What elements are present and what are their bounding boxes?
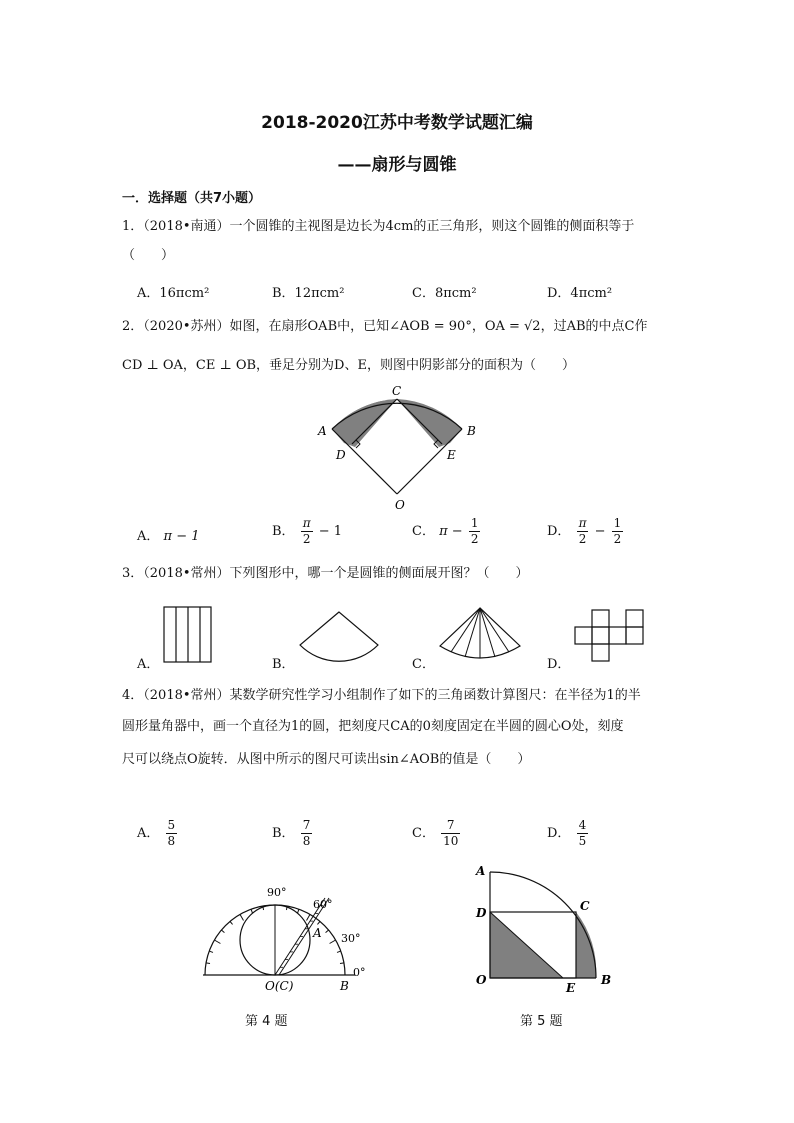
q4-label-60: 60° [313, 898, 333, 911]
q5-label-d: D [476, 906, 487, 920]
protractor-tick [209, 951, 213, 952]
q1-option-c[interactable]: C．8πcm² [412, 286, 477, 301]
q3-option-a-label[interactable]: A． [137, 657, 160, 672]
q2-option-d-label: D． [547, 524, 571, 539]
q1-option-b[interactable]: B．12πcm² [272, 286, 345, 301]
protractor-tick [340, 963, 344, 964]
q2-label-a: A [318, 424, 327, 438]
q4-option-c-fraction: $\frac{7}{10}$ [443, 818, 459, 848]
q4-option-b-label: B． [272, 826, 295, 841]
q4-label-o: O(C) [265, 979, 294, 993]
section-heading: 一．选择题（共7小题） [122, 191, 262, 206]
q3-option-d-figure [574, 609, 646, 664]
q5-label-e: E [566, 981, 576, 995]
protractor-tick [326, 930, 329, 933]
protractor-tick [330, 940, 336, 944]
q4-option-b-fraction: $\frac{7}{8}$ [302, 818, 311, 848]
q2-sector-figure [310, 385, 485, 510]
protractor-tick [206, 963, 210, 964]
protractor-tick [214, 940, 220, 944]
q5-quarter-circle-figure [468, 860, 618, 995]
q2-option-a-value: π − 1 [163, 529, 200, 544]
q3-option-c-figure [437, 606, 523, 664]
q4-label-90: 90° [267, 886, 287, 899]
question-4-text-line2: 圆形量角器中，画一个直径为1的圆，把刻度尺CA的0刻度固定在半圆的圆心O处，刻度 [122, 719, 624, 734]
question-3-text: 3．（2018•常州）下列图形中，哪一个是圆锥的侧面展开图？（ ） [122, 566, 529, 581]
q3-option-b-label[interactable]: B． [272, 657, 295, 672]
q2-option-a[interactable] [137, 525, 200, 544]
protractor-tick [307, 914, 311, 920]
q4-option-a-label: A． [137, 826, 160, 841]
q2-option-d[interactable] [547, 516, 625, 547]
q2-label-b: B [467, 424, 476, 438]
q4-option-a[interactable] [137, 818, 179, 849]
q2-option-b[interactable] [272, 516, 342, 547]
q5-shaded-sliver [576, 912, 596, 978]
q5-label-c: C [580, 899, 590, 913]
q4-option-d-label: D． [547, 826, 571, 841]
q2-label-o: O [395, 498, 405, 510]
q4-figure-caption: 第 4 题 [245, 1014, 288, 1029]
page-subtitle: ——扇形与圆锥 [337, 155, 457, 175]
q3-option-c-label[interactable]: C． [412, 657, 435, 672]
q3-option-a-figure [163, 606, 213, 664]
q5-label-b: B [601, 973, 612, 987]
protractor-tick [221, 930, 224, 933]
q2-label-c: C [392, 385, 402, 398]
q5-label-a: A [476, 864, 486, 878]
q4-protractor-figure [195, 880, 380, 995]
q2-option-c-label: C． [412, 524, 435, 539]
protractor-tick [317, 921, 320, 924]
q2-shaded-right-fill [397, 399, 462, 447]
protractor-tick [337, 951, 341, 952]
q4-option-d[interactable] [547, 818, 590, 849]
q2-label-e: E [447, 448, 456, 462]
q2-option-b-label: B． [272, 524, 295, 539]
q2-label-d: D [336, 448, 346, 462]
question-4-text-line1: 4．（2018•常州）某数学研究性学习小组制作了如下的三角函数计算图尺：在半径为1的半 [122, 688, 641, 703]
q2-option-c-pre: π − [439, 524, 463, 539]
question-2-text: 2．（2020•苏州）如图，在扇形OAB中，已知∠AOB = 90°，OA = √2，过AB的中点C作 [122, 319, 648, 334]
page-title: 2018-2020江苏中考数学试题汇编 [261, 113, 533, 133]
protractor-tick [240, 914, 244, 920]
q1-option-a[interactable]: A．16πcm² [137, 286, 210, 301]
q4-label-b: B [340, 979, 349, 993]
q2-option-b-rest: − 1 [318, 524, 343, 539]
q5-label-o: O [476, 973, 487, 987]
question-1-paren: （ ） [122, 248, 175, 263]
q4-option-c[interactable] [412, 818, 462, 849]
q2-option-d-minus: − [594, 524, 606, 539]
q4-option-c-label: C． [412, 826, 435, 841]
q3-option-b-figure [297, 610, 381, 662]
q1-option-d[interactable]: D．4πcm² [547, 286, 613, 301]
protractor-tick [230, 921, 233, 924]
q5-figure-caption: 第 5 题 [520, 1014, 563, 1029]
q4-label-30: 30° [341, 932, 361, 945]
question-1-text: 1．（2018•南通）一个圆锥的主视图是边长为4cm的正三角形，则这个圆锥的侧面积等于 [122, 219, 635, 234]
q2-option-a-label: A． [137, 529, 160, 544]
q3-option-d-label[interactable]: D． [547, 657, 571, 672]
protractor-tick [251, 909, 252, 913]
question-2-text-line2: CD ⊥ OA，CE ⊥ OB，垂足分别为D、E，则图中阴影部分的面积为（ ） [122, 358, 575, 373]
q2-shaded-left-fill [332, 399, 397, 447]
protractor-tick [298, 909, 299, 913]
q4-label-a: A [313, 926, 322, 940]
q4-option-b[interactable] [272, 818, 314, 849]
q2-option-c[interactable] [412, 516, 482, 547]
q2-option-b-fraction: $\frac{\pi}{2}$ [302, 516, 311, 546]
q2-option-d-fraction-2: $\frac{1}{2}$ [613, 516, 622, 546]
q4-option-a-fraction: $\frac{5}{8}$ [167, 818, 176, 848]
q4-option-d-fraction: $\frac{4}{5}$ [578, 818, 587, 848]
question-4-text-line3: 尺可以绕点O旋转．从图中所示的图尺可读出sin∠AOB的值是（ ） [122, 752, 531, 767]
q4-label-0: 0° [353, 966, 366, 979]
q2-option-d-fraction-1: $\frac{\pi}{2}$ [578, 516, 587, 546]
q2-option-c-fraction: $\frac{1}{2}$ [470, 516, 479, 546]
